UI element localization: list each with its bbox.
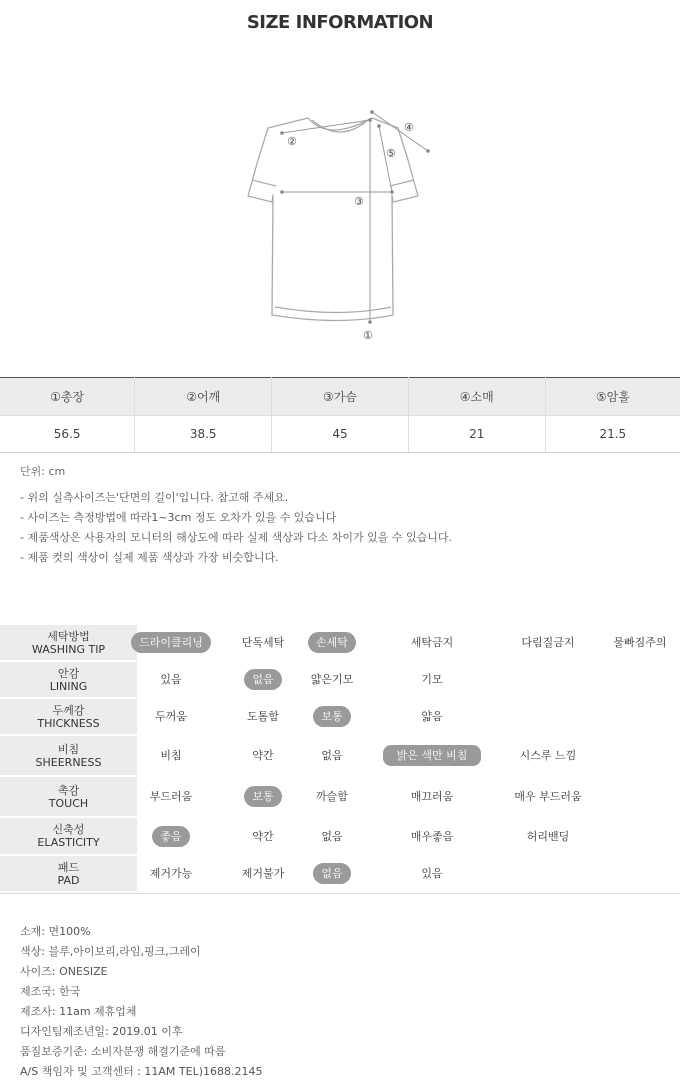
care-option (377, 662, 487, 697)
care-option-label: 없음 (321, 749, 343, 762)
care-option (228, 818, 298, 854)
care-label-en: TOUCH (48, 796, 89, 810)
care-option (377, 818, 487, 854)
care-option-label: 매우 부드러움 (514, 790, 582, 803)
care-option-selected: 드라이클리닝 (131, 632, 211, 653)
care-option-label: 까슬함 (316, 790, 348, 803)
care-option-label: 부드러움 (149, 790, 193, 803)
care-option-label: 제거불가 (241, 867, 285, 880)
info-item: 디자인팀제조년일: 2019.01 이후 (20, 1025, 183, 1038)
care-option-selected: 좋음 (152, 826, 189, 847)
care-option-label: 비침 (160, 749, 182, 762)
care-option (377, 699, 487, 734)
care-option-label: 약간 (252, 749, 274, 762)
care-label-ko: 세탁방법 (47, 629, 90, 643)
care-option (302, 625, 362, 660)
care-option-label: 얇음 (421, 710, 443, 723)
care-row (0, 662, 680, 697)
care-option-label: 기모 (421, 673, 443, 686)
care-option-selected: 보통 (313, 706, 350, 727)
care-option-label: 물빠짐주의 (613, 636, 667, 649)
care-option-label: 시스루 느낌 (519, 749, 577, 762)
care-option-label: 매끄러움 (410, 790, 454, 803)
care-label-ko: 두께감 (52, 703, 85, 717)
size-value-cell: 21.5 (545, 416, 680, 453)
care-row (0, 856, 680, 891)
care-label-ko: 패드 (57, 860, 80, 874)
care-label (0, 818, 137, 854)
care-option (377, 625, 487, 660)
care-option-label: 매우좋음 (410, 829, 454, 843)
care-option (508, 777, 588, 816)
size-header-cell: ④소매 (408, 378, 545, 416)
care-row (0, 736, 680, 775)
care-option-label: 제거가능 (149, 867, 193, 880)
care-option (121, 777, 221, 816)
care-option (508, 625, 588, 660)
care-option (508, 818, 588, 854)
care-label-en: THICKNESS (37, 716, 100, 730)
care-option-selected: 손세탁 (308, 632, 356, 653)
tshirt-measurement-diagram (230, 100, 450, 350)
care-option-label: 세탁금지 (410, 636, 454, 649)
care-option-label: 있음 (421, 867, 443, 880)
note-item: - 사이즈는 측정방법에 따라1~3cm 정도 오차가 있을 수 있습니다 (20, 511, 337, 524)
care-label-en: ELASTICITY (37, 836, 100, 849)
info-item: 사이즈: ONESIZE (20, 965, 108, 978)
care-row (0, 777, 680, 816)
care-option (228, 856, 298, 891)
marker-sleeve: ④ (404, 121, 414, 134)
care-option (121, 625, 221, 660)
care-option-selected: 보통 (244, 786, 281, 807)
note-item: - 위의 실측사이즈는'단면의 길이'입니다. 참고해 주세요. (20, 491, 289, 504)
care-label-en: WASHING TIP (31, 642, 106, 656)
care-option-label: 없음 (321, 829, 343, 843)
care-option (228, 625, 298, 660)
info-item: 색상: 블루,아이보리,라임,핑크,그레이 (20, 945, 201, 958)
care-label-ko: 비침 (57, 742, 80, 756)
care-option-label: 단독세탁 (241, 636, 285, 649)
info-item: 제조사: 11am 제휴업체 (20, 1005, 137, 1018)
care-row (0, 699, 680, 734)
care-label-ko: 촉감 (57, 783, 80, 797)
size-header-cell: ③가슴 (272, 378, 409, 416)
size-value-cell: 56.5 (0, 416, 135, 453)
size-value-cell: 45 (272, 416, 409, 453)
size-notes (20, 489, 452, 569)
note-item: - 제품 컷의 색상이 실제 제품 색상과 가장 비슷합니다. (20, 551, 279, 564)
care-option (121, 736, 221, 775)
product-info-list (20, 924, 263, 1084)
care-option (302, 777, 362, 816)
size-header-cell: ⑤암홀 (545, 378, 680, 416)
care-option (121, 818, 221, 854)
unit-label: 단위: cm (20, 465, 66, 478)
marker-shoulder: ② (287, 135, 297, 148)
care-label-en: SHEERNESS (35, 755, 102, 769)
care-option-label: 있음 (160, 673, 182, 686)
care-option-label: 허리밴딩 (526, 829, 570, 843)
care-option (228, 699, 298, 734)
care-option-label: 약간 (252, 829, 274, 843)
care-option (228, 736, 298, 775)
care-row (0, 625, 680, 660)
page-title: SIZE INFORMATION (246, 12, 434, 33)
care-option (228, 662, 298, 697)
care-option (302, 818, 362, 854)
care-option (121, 856, 221, 891)
info-item: 소재: 면100% (20, 925, 91, 938)
divider (0, 893, 680, 894)
marker-armhole: ⑤ (386, 147, 396, 160)
care-label (0, 736, 137, 775)
care-option-label: 얇은기모 (310, 673, 354, 686)
size-header-cell: ①총장 (0, 378, 135, 416)
marker-chest: ③ (354, 195, 364, 208)
care-option (228, 777, 298, 816)
info-item: 품질보증기준: 소비자분쟁 해결기준에 따름 (20, 1045, 226, 1058)
care-option-selected: 없음 (313, 863, 350, 884)
care-label (0, 662, 137, 697)
size-table-header (0, 378, 680, 416)
marker-length: ① (363, 329, 373, 342)
care-label (0, 625, 137, 660)
care-option-label: 도톰함 (247, 710, 279, 723)
care-option (377, 856, 487, 891)
size-table (0, 377, 680, 453)
size-value-cell: 21 (408, 416, 545, 453)
care-label-en: PAD (57, 873, 80, 887)
care-label (0, 777, 137, 816)
care-label-en: LINING (49, 679, 88, 693)
info-item: A/S 책임자 및 고객센터 : 11AM TEL)1688.2145 (20, 1065, 263, 1078)
care-label-ko: 안감 (57, 666, 80, 680)
care-row (0, 818, 680, 854)
care-label-ko: 신축성 (52, 823, 85, 836)
care-option (508, 736, 588, 775)
care-option-label: 두꺼움 (155, 710, 187, 723)
care-label (0, 699, 137, 734)
info-item: 제조국: 한국 (20, 985, 81, 998)
care-option (377, 736, 487, 775)
care-option (121, 662, 221, 697)
shoulder-line (282, 120, 370, 133)
care-label (0, 856, 137, 891)
size-value-cell: 38.5 (135, 416, 272, 453)
care-option (302, 662, 362, 697)
size-header-cell: ②어깨 (135, 378, 272, 416)
care-option (302, 736, 362, 775)
care-option-label: 다림질금지 (521, 636, 575, 649)
note-item: - 제품색상은 사용자의 모니터의 해상도에 따라 실제 색상과 다소 차이가 있을 수 있습니다. (20, 531, 452, 544)
size-table-values (0, 416, 680, 453)
care-option (377, 777, 487, 816)
care-option (302, 699, 362, 734)
care-option (121, 699, 221, 734)
care-option-selected: 밝은 색만 비침 (383, 745, 482, 766)
care-option (600, 625, 680, 660)
care-option (302, 856, 362, 891)
care-option-selected: 없음 (244, 669, 281, 690)
